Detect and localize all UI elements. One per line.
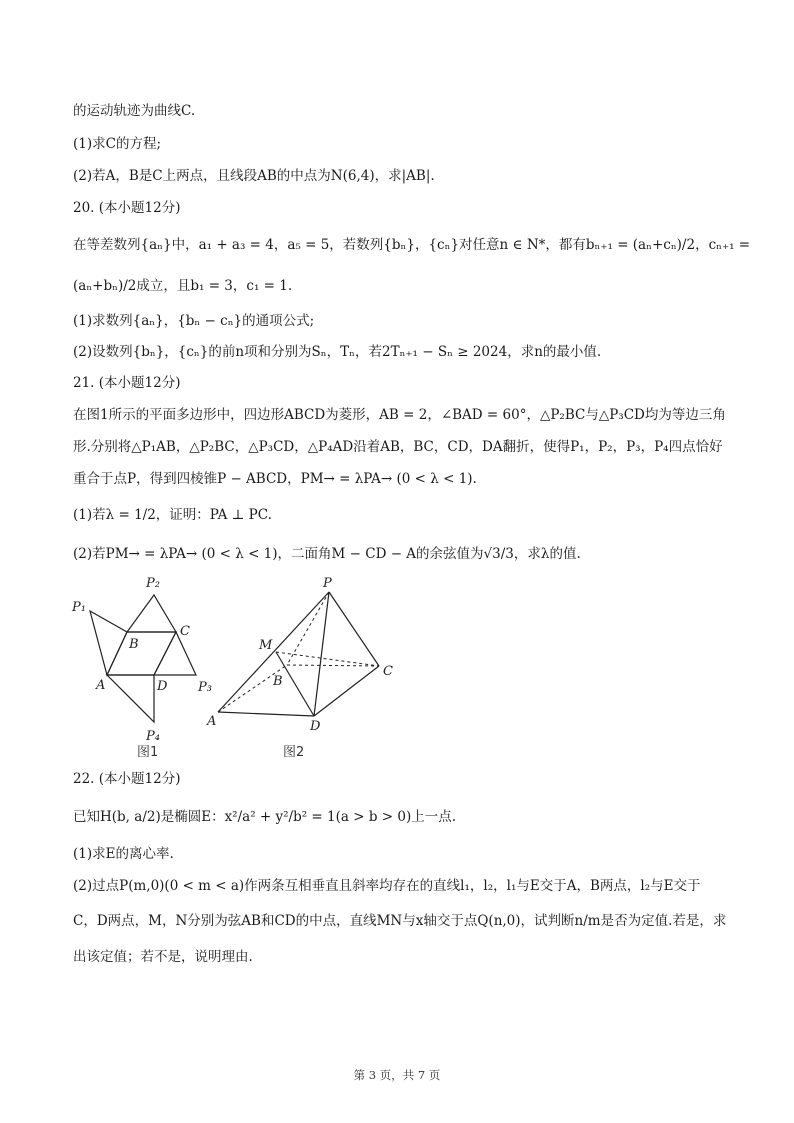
fig2-hidden-bc xyxy=(287,665,379,666)
fig2-label-b: B xyxy=(273,674,283,689)
fig1-caption: 图1 xyxy=(137,745,159,760)
section-22-heading: 22. (本小题12分) xyxy=(73,771,181,787)
text-line-14: (2)若PM→ = λPA→ (0 < λ < 1)，二面角M − CD − A的余弦值为√3/3，求λ的值. xyxy=(73,546,581,562)
section-20-heading: 20. (本小题12分) xyxy=(73,200,181,216)
fig2-edge-ad xyxy=(218,712,314,716)
fig2-label-m: M xyxy=(259,638,273,653)
text-line-3: (2)若A，B是C上两点，且线段AB的中点为N(6,4)，求|AB|. xyxy=(73,168,435,184)
text-line-2: (1)求C的方程; xyxy=(73,136,162,152)
fig1-label-a: A xyxy=(96,678,106,693)
fig2-caption: 图2 xyxy=(283,745,305,760)
fig2-edge-pa xyxy=(218,592,329,712)
text-line-7: (1)求数列{aₙ}，{bₙ − cₙ}的通项公式; xyxy=(73,313,315,329)
fig1-label-c: C xyxy=(180,624,190,639)
text-line-11: 形.分别将△P₁AB，△P₂BC，△P₃CD，△P₄AD沿着AB，BC，CD，DA翻折，使得P₁，P₂，P₃，P₄四点恰好 xyxy=(73,439,723,455)
fig2-edge-pd xyxy=(314,592,329,716)
fig2-edge-pc xyxy=(329,592,379,666)
text-line-8: (2)设数列{bₙ}，{cₙ}的前n项和分别为Sₙ，Tₙ，若2Tₙ₊₁ − Sₙ ≥ 2024，求n的最小值. xyxy=(73,344,602,360)
fig1-triangle-p4ad xyxy=(107,675,154,722)
text-line-13: (1)若λ = 1/2，证明：PA ⊥ PC. xyxy=(73,507,272,523)
fig2-label-a: A xyxy=(207,714,217,729)
fig1-label-d: D xyxy=(157,679,168,694)
text-line-20: 出该定值；若不是，说明理由. xyxy=(73,949,253,965)
fig1-label-p2: P₂ xyxy=(146,576,160,591)
text-line-19: C，D两点，M，N分别为弦AB和CD的中点，直线MN与x轴交于点Q(n,0)，试判断n/m是否为定值.若是，求 xyxy=(73,913,727,929)
fig1-label-b: B xyxy=(129,637,139,652)
fig2-hidden-mc xyxy=(276,652,379,666)
section-21-heading: 21. (本小题12分) xyxy=(73,375,181,391)
fig2-label-c: C xyxy=(383,664,393,679)
fig1-label-p3: P₃ xyxy=(198,680,212,695)
fig2-edge-dc xyxy=(314,666,379,716)
fig1-label-p1: P₁ xyxy=(72,600,86,615)
fig2-label-d: D xyxy=(310,719,321,734)
figure-2-diagram xyxy=(200,570,406,760)
text-line-16: 已知H(b, a/2)是椭圆E：x²/a² + y²/b² = 1(a > b > 0)上一点. xyxy=(73,809,457,825)
fig1-triangle-p2bc xyxy=(127,595,176,632)
page-footer: 第 3 页，共 7 页 xyxy=(353,1068,441,1082)
fig2-label-p: P xyxy=(323,576,332,591)
fig1-rhombus-abcd xyxy=(107,632,176,675)
fig2-hidden-pb xyxy=(287,592,329,665)
text-line-12: 重合于点P，得到四棱锥P − ABCD，PM→ = λPA→ (0 < λ < 1). xyxy=(73,471,477,487)
text-line-1: 的运动轨迹为曲线C. xyxy=(73,103,196,119)
text-line-6: (aₙ+bₙ)/2成立，且b₁ = 3，c₁ = 1. xyxy=(73,278,293,294)
text-line-18: (2)过点P(m,0)(0 < m < a)作两条互相垂直且斜率均存在的直线l₁，l₂，l₁与E交于A，B两点，l₂与E交于 xyxy=(73,878,701,894)
fig1-label-p4: P₄ xyxy=(146,729,160,744)
text-line-10: 在图1所示的平面多边形中，四边形ABCD为菱形，AB = 2，∠BAD = 60°，△P₂BC与△P₃CD均为等边三角 xyxy=(73,407,726,423)
text-line-17: (1)求E的离心率. xyxy=(73,846,174,862)
text-line-5: 在等差数列{aₙ}中，a₁ + a₃ = 4，a₅ = 5，若数列{bₙ}，{cₙ}对任意n ∈ N*，都有bₙ₊₁ = (aₙ+cₙ)/2，cₙ₊₁ = xyxy=(73,237,751,253)
